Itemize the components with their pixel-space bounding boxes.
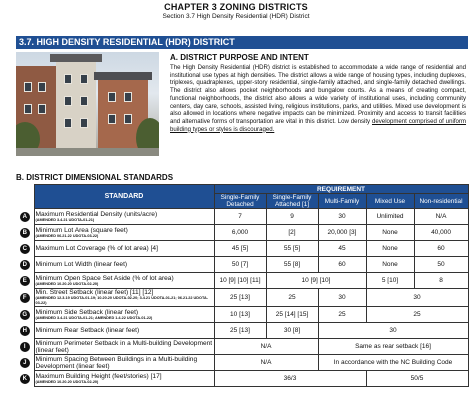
row-label-text: Maximum Lot Coverage (% of lot area) [4] [35, 245, 158, 252]
row-letter-badge: K [20, 374, 30, 384]
row-label [34, 289, 214, 307]
district-banner: 3.7. HIGH DENSITY RESIDENTIAL (HDR) DISTRICT [16, 36, 468, 49]
section-subheading: Section 3.7 High Density Residential (HDR) District [162, 13, 310, 20]
table-cell: In accordance with the NC Building Code [318, 355, 468, 371]
column-header: Multi-Family [318, 194, 366, 209]
table-cell: 9 [266, 209, 318, 225]
column-header: Mixed Use [366, 194, 414, 209]
table-cell: 40,000 [414, 225, 468, 241]
row-label [34, 339, 214, 355]
table-cell: 30 [8] [266, 323, 318, 339]
row-label-text: Minimum Perimeter Setback in a Multi-building Development (linear feet) [35, 339, 213, 354]
table-cell: 10 [13] [214, 307, 266, 323]
table-cell: Unlimited [366, 209, 414, 225]
table-cell: 36/3 [214, 371, 366, 387]
row-letter-badge: E [20, 276, 30, 286]
column-header: Single-Family Attached [1] [266, 194, 318, 209]
table-cell: None [366, 257, 414, 273]
table-cell: 25 [366, 307, 468, 323]
purpose-heading: A. DISTRICT PURPOSE AND INTENT [170, 53, 309, 62]
row-label [34, 225, 214, 241]
table-cell: N/A [214, 339, 318, 355]
table-cell: 10 [9] [10] [266, 273, 366, 289]
purpose-text: The High Density Residential (HDR) district is established to accommodate a wide range of residential and institutional use types at high densities. The district allows a wide range of housing types, including duplexes, triplexes, quadraplexes, upper-story residential, single-family attached, and single-family detached dwellings. The district also allows pocket neighborhoods and bungalow courts. As a means of creating compact, functional neighborhoods, the district also allows a wide variety of institutional uses, including community centers, day care, schools, assisted living, religious institutions, parks, and utilities. Mixed use development is also allowed in locations where negative impacts can be minimized. Proximity and access to transit facilities and alternative forms of transportation are vital in this district. Low density [170, 64, 466, 125]
table-cell: 25 [14] [15] [266, 307, 318, 323]
table-cell: None [366, 241, 414, 257]
table-cell: 30 [318, 289, 366, 307]
row-letter-badge: I [20, 342, 30, 352]
district-photo [16, 52, 159, 156]
table-cell: N/A [414, 209, 468, 225]
table-cell: 55 [5] [266, 241, 318, 257]
table-row [16, 323, 468, 339]
purpose-paragraph [170, 64, 466, 133]
row-amendment: (AMENDED 10.20.20 UDOTA-02-20) [35, 281, 99, 286]
table-cell: [2] [266, 225, 318, 241]
table-row [16, 273, 468, 289]
row-label-text: Minimum Lot Area (square feet) [35, 226, 128, 234]
table-cell: 30 [318, 323, 468, 339]
table-cell: 25 [266, 289, 318, 307]
table-row [16, 209, 468, 225]
table-cell: 6,000 [214, 225, 266, 241]
row-amendment: (AMENDED 3.4.21 UDOTA-01-21) [35, 217, 95, 222]
row-label [34, 355, 214, 371]
row-label-text: Maximum Building Height (feet/stories) [17] [35, 372, 162, 380]
table-cell: 45 [5] [214, 241, 266, 257]
row-amendment: (AMENDED 10.20.20 UDOTA-02-20) [35, 379, 99, 384]
table-cell: N/A [214, 355, 318, 371]
row-label-text: Maximum Residential Density (units/acre) [35, 210, 158, 218]
table-cell: 50/5 [366, 371, 468, 387]
row-letter-badge: C [20, 244, 30, 254]
table-cell: 50 [7] [214, 257, 266, 273]
table-row [16, 289, 468, 307]
table-row [16, 307, 468, 323]
table-cell: 50 [414, 257, 468, 273]
table-cell: 5 [10] [366, 273, 414, 289]
purpose-text-underlined: development comprised of uniform building types or styles is discouraged. [170, 117, 467, 133]
row-label [34, 241, 214, 257]
table-cell: 60 [414, 241, 468, 257]
dimensional-standards-table [16, 184, 469, 387]
table-cell: 60 [318, 257, 366, 273]
row-label-text: Minimum Spacing Between Buildings in a Multi-building Development (linear feet) [35, 355, 198, 370]
row-amendment: (AMENDED 06.21.22 UDOTA-03-22) [35, 233, 99, 238]
table-row [16, 225, 468, 241]
row-label-text: Minimum Side Setback (linear feet) [35, 308, 139, 316]
row-letter-badge: A [20, 212, 30, 222]
table-cell: 7 [214, 209, 266, 225]
table-row [16, 339, 468, 355]
row-label [34, 209, 214, 225]
table-cell: 20,000 [3] [318, 225, 366, 241]
table-cell: 55 [8] [266, 257, 318, 273]
row-label-text: Minimum Open Space Set Aside (% of lot area) [35, 274, 174, 282]
row-letter-badge: F [20, 293, 30, 303]
chapter-heading: CHAPTER 3 ZONING DISTRICTS [164, 2, 308, 12]
table-cell: 10 [9] [10] [11] [214, 273, 266, 289]
row-label-text: Min. Street Setback (linear feet) [11] [12] [35, 289, 154, 296]
table-cell: None [366, 225, 414, 241]
table-cell: 30 [318, 209, 366, 225]
row-label-text: Minimum Rear Setback (linear feet) [35, 327, 140, 334]
row-label-text: Minimum Lot Width (linear feet) [35, 261, 128, 268]
table-cell: 25 [13] [214, 289, 266, 307]
row-letter-badge: D [20, 260, 30, 270]
row-amendment: (AMENDED 12.3.19 UDOTA-01-19; 10.20.20 UDOTA-02-20; 3.4.21 UDOTA-01-21; 06.21.22 UDOTA-03-22) [35, 296, 209, 305]
table-row [16, 355, 468, 371]
column-header: Single-Family Detached [214, 194, 266, 209]
dimensional-standards-heading: B. DISTRICT DIMENSIONAL STANDARDS [16, 173, 174, 182]
table-row [16, 241, 468, 257]
row-label [34, 323, 214, 339]
row-label [34, 307, 214, 323]
table-cell: 8 [414, 273, 468, 289]
table-cell: 25 [318, 307, 366, 323]
row-letter-badge: H [20, 326, 30, 336]
row-letter-badge: J [20, 358, 30, 368]
table-cell: Same as rear setback [16] [318, 339, 468, 355]
row-label [34, 273, 214, 289]
row-label [34, 371, 214, 387]
table-cell: 45 [318, 241, 366, 257]
row-amendment: (AMENDED 3.4.21 UDOTA-01-21; AMENDED 1.4.22 UDOTA-01-22) [35, 315, 153, 320]
requirement-header: REQUIREMENT [214, 185, 468, 194]
table-row [16, 371, 468, 387]
row-letter-badge: G [20, 310, 30, 320]
row-label [34, 257, 214, 273]
table-cell: 30 [366, 289, 468, 307]
standard-header: STANDARD [34, 185, 214, 209]
column-header: Non-residential [414, 194, 468, 209]
table-cell: 25 [13] [214, 323, 266, 339]
row-letter-badge: B [20, 228, 30, 238]
table-row [16, 257, 468, 273]
